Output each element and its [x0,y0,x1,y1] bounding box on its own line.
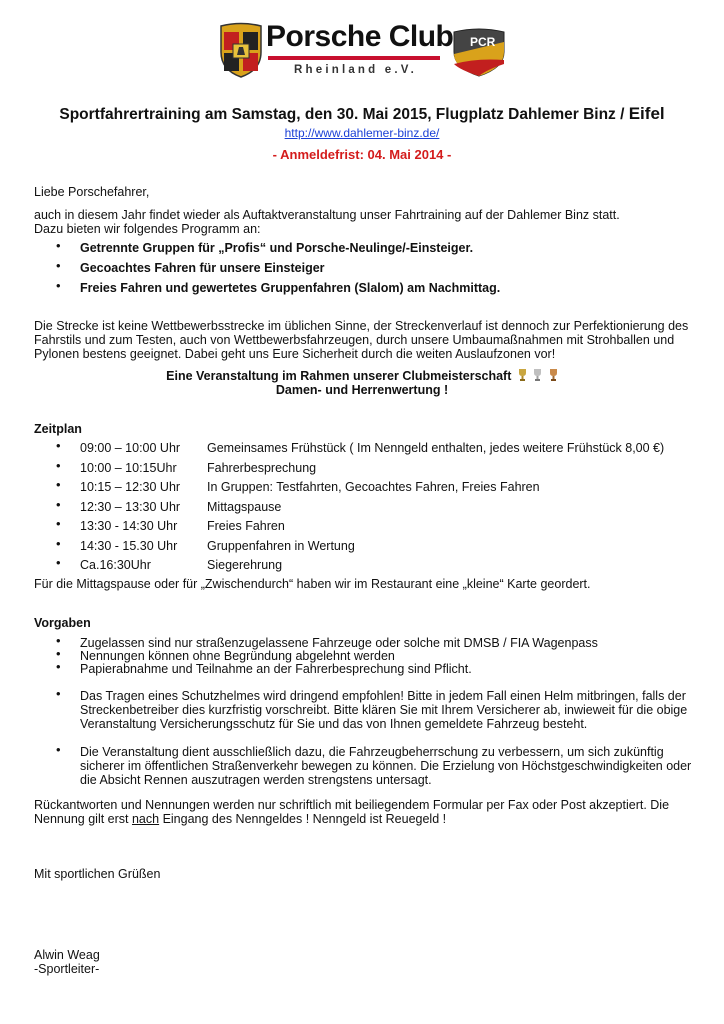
title-main: Sportfahrertraining am Samstag, den 30. Mai 2015, Flugplatz Dahlemer Binz / [59,106,625,123]
schedule-description: Mittagspause [207,499,282,514]
purpose-line-2: sicherer im öffentlichen Straßenverkehr bewegen zu können. Die Erzielung von Höchstgeschwindigkeiten oder [80,759,692,773]
bullet-icon: • [56,496,61,512]
schedule-note: Für die Mittagspause oder für „Zwischendurch“ haben wir im Restaurant eine „kleine“ Karte geordert. [34,577,591,591]
schedule-time: 12:30 – 13:30 Uhr [80,499,181,514]
schedule-description: In Gruppen: Testfahrten, Gecoachtes Fahren, Freies Fahren [207,480,540,494]
schedule-time: 09:00 – 10:00 Uhr [80,441,181,455]
closing-line-2 [34,812,446,827]
brand-name: Porsche Club [266,20,454,53]
closing-text-a: Nennung gilt erst [34,812,132,826]
porsche-crest-icon [218,22,264,78]
page-title [0,104,724,124]
trophy-icon [518,369,527,381]
track-text-3: Pylonen bestens geeignet. Dabei geht uns Eure Sicherheit durch die weiten Auslaufzonen vor! [34,347,556,361]
closing-text-b: Eingang des Nenngeldes ! Nenngeld ist Reuegeld ! [159,812,447,826]
trophy-icon [549,369,558,381]
schedule-description: Freies Fahren [207,519,285,533]
bullet-icon: • [56,742,61,757]
helmet-line-3: Veranstaltung Versicherungsschutz für Sie und das von Ihnen gemeldete Fahrzeug besteht. [80,717,588,731]
bullet-icon: • [56,516,61,531]
track-text-2: Fahrstils und zum Testen, auch von Wettbewerbsfahrzeugen, durch unsere Umbaumaßnahmen mit Strohballen und [34,333,675,347]
championship-text: Eine Veranstaltung im Rahmen unserer Clubmeisterschaft [166,369,512,383]
regards: Mit sportlichen Grüßen [34,867,161,881]
schedule-description: Gemeinsames Frühstück ( Im Nenngeld enthalten, jedes weitere Frühstück 8,00 €) [207,441,665,455]
schedule-time: 10:00 – 10:15Uhr [80,460,177,475]
program-item: Getrennte Gruppen für „Profis“ und Porsche-Neulinge/-Einsteiger. [80,241,474,255]
bullet-icon: • [56,633,61,648]
bullet-icon: • [56,278,61,293]
intro-line-1: auch in diesem Jahr findet wieder als Auftaktveranstaltung unser Fahrtraining auf der Dahlemer Binz statt. [34,208,620,222]
bullet-icon: • [56,238,61,253]
schedule-time: 13:30 - 14:30 Uhr [80,519,178,533]
club-logo [218,18,514,82]
rules-heading: Vorgaben [34,616,91,630]
bullet-icon: • [56,646,61,661]
helmet-line-1: Das Tragen eines Schutzhelmes wird dringend empfohlen! Bitte in jedem Fall einen Helm mitbringen, falls der [80,689,686,703]
brand-underline [268,56,440,60]
schedule-time: 10:15 – 12:30 Uhr [80,480,181,494]
signatory-role: -Sportleiter- [34,962,100,976]
signatory-name: Alwin Weag [34,948,100,962]
championship-line-1 [0,369,724,383]
program-item: Gecoachtes Fahren für unsere Einsteiger [80,261,325,275]
schedule-description: Siegerehrung [207,558,283,572]
schedule-heading: Zeitplan [34,422,82,436]
bullet-icon: • [56,438,61,453]
track-text-1: Die Strecke ist keine Wettbewerbsstrecke im üblichen Sinne, der Streckenverlauf ist dennoch zur Perfektionierung des [34,319,689,333]
bullet-icon: • [56,258,61,273]
registration-deadline: - Anmeldefrist: 04. Mai 2014 - [272,147,452,162]
intro-line-2: Dazu bieten wir folgendes Programm an: [34,222,261,236]
trophy-icon [533,369,542,381]
badge-text: PCR [470,35,496,49]
program-item: Freies Fahren und gewertetes Gruppenfahren (Slalom) am Nachmittag. [80,281,501,295]
rule-item: Papierabnahme und Teilnahme an der Fahrerbesprechung sind Pflicht. [80,662,472,676]
rule-item: Nennungen können ohne Begründung abgelehnt werden [80,649,395,663]
venue-link[interactable]: http://www.dahlemer-binz.de/ [284,126,440,140]
closing-line-1: Rückantworten und Nennungen werden nur schriftlich mit beiliegendem Formular per Fax oder Post akzeptiert. Die [34,798,670,812]
championship-line-2: Damen- und Herrenwertung ! [275,383,449,397]
purpose-line-3: die Absicht Rennen auszutragen werden strengstens untersagt. [80,773,432,787]
bullet-icon: • [56,535,61,551]
purpose-line-1: Die Veranstaltung dient ausschließlich dazu, die Fahrzeugbeherrschung zu verbessern, um sich zukünftig [80,745,664,759]
rule-item: Zugelassen sind nur straßenzugelassene Fahrzeuge oder solche mit DMSB / FIA Wagenpass [80,636,598,650]
bullet-icon: • [56,457,61,473]
schedule-time: Ca.16:30Uhr [80,558,151,572]
title-suffix: Eifel [628,104,665,123]
helmet-line-2: Streckenbetreiber dies kurzfristig vorschreibt. Bitte klären Sie mit Ihrem Versicherer ab, inwieweit für die obige [80,703,688,717]
greeting: Liebe Porschefahrer, [34,185,150,199]
bullet-icon: • [56,659,61,674]
schedule-time: 14:30 - 15.30 Uhr [80,538,178,553]
closing-underlined: nach [131,812,160,826]
brand-subtitle: Rheinland e.V. [294,64,417,76]
bullet-icon: • [56,555,61,570]
schedule-description: Gruppenfahren in Wertung [207,538,355,553]
bullet-icon: • [56,477,61,492]
pcr-badge-icon [446,24,512,78]
schedule-description: Fahrerbesprechung [207,460,317,475]
bullet-icon: • [56,686,61,701]
